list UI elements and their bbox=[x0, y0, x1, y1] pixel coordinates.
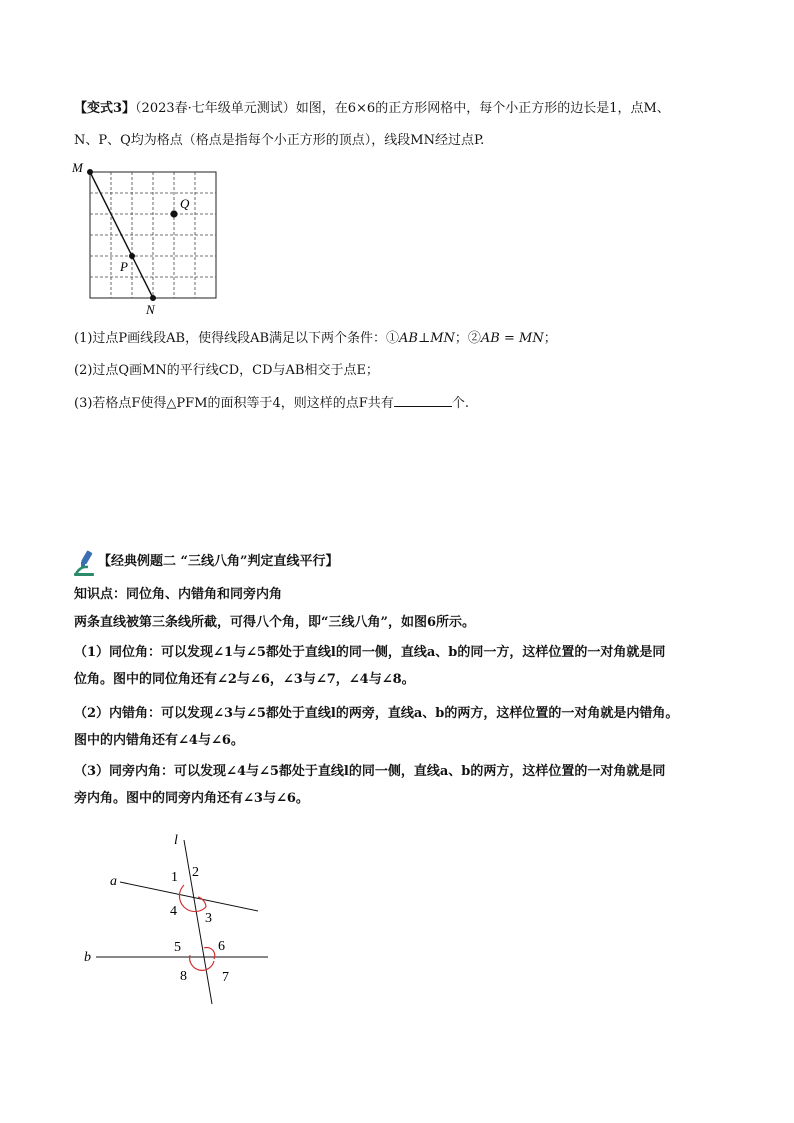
problem-line-2: N、P、Q均为格点（格点是指每个小正方形的顶点），线段MN经过点P. bbox=[74, 133, 485, 148]
question-3-end: 个. bbox=[451, 396, 469, 411]
section-title: 【经典例题二 “三线八角”判定直线平行】 bbox=[98, 554, 339, 569]
problem-source: （2023春·七年级单元测试） bbox=[135, 101, 296, 116]
answer-blank[interactable] bbox=[394, 394, 452, 407]
line-l-label: l bbox=[174, 833, 178, 848]
paragraph-3-line-1: （3）同旁内角：可以发现∠4与∠5都处于直线l的同一侧，直线a、b的两方，这样位置的一对角就是同 bbox=[74, 764, 666, 779]
angle-6-label: 6 bbox=[218, 939, 225, 954]
knowledge-point: 知识点：同位角、内错角和同旁内角 bbox=[74, 587, 283, 602]
paragraph-2-line-1: （2）内错角：可以发现∠3与∠5都处于直线l的两旁，直线a、b的两方，这样位置的一对角就是内错角。 bbox=[74, 706, 679, 721]
question-1-text: (1)过点P画线段AB，使得线段AB满足以下两个条件：① bbox=[74, 331, 400, 346]
label-n: N bbox=[146, 302, 155, 317]
variant-tag: 【变式3】 bbox=[74, 101, 136, 116]
question-3 bbox=[74, 394, 469, 413]
point-p bbox=[129, 253, 135, 259]
paragraph-1-line-2: 位角。图中的同位角还有∠2与∠6，∠3与∠7，∠4与∠8。 bbox=[74, 672, 415, 687]
question-1-condition-2: AB = MN bbox=[480, 331, 544, 346]
question-1-end: ； bbox=[543, 331, 557, 346]
paragraph-1-line-1: （1）同位角：可以发现∠1与∠5都处于直线l的同一侧，直线a、b的同一方，这样位置的一对角就是同 bbox=[74, 645, 666, 660]
question-2: (2)过点Q画MN的平行线CD，CD与AB相交于点E； bbox=[74, 363, 379, 378]
paragraph-3-line-2: 旁内角。图中的同旁内角还有∠3与∠6。 bbox=[74, 791, 309, 806]
microscope-icon bbox=[72, 549, 100, 577]
point-n bbox=[150, 295, 156, 301]
question-3-text: (3)若格点F使得△PFM的面积等于4，则这样的点F共有 bbox=[74, 396, 394, 411]
angle-5-label: 5 bbox=[174, 940, 181, 955]
angles-diagram bbox=[80, 828, 280, 1008]
question-1-sep: ；② bbox=[454, 331, 481, 346]
point-m bbox=[87, 169, 93, 175]
problem-line-1 bbox=[74, 100, 670, 118]
question-1-condition-1: AB⊥MN bbox=[399, 331, 455, 346]
paragraph-2-line-2: 图中的内错角还有∠4与∠6。 bbox=[74, 733, 244, 748]
angle-3-label: 3 bbox=[205, 911, 212, 926]
point-q bbox=[170, 210, 177, 217]
segment-mn bbox=[90, 172, 153, 298]
label-m: M bbox=[72, 160, 83, 175]
grid-lines bbox=[90, 172, 216, 298]
line-a bbox=[120, 882, 258, 911]
angle-8-label: 8 bbox=[180, 969, 187, 984]
grid-figure bbox=[68, 158, 238, 322]
line-a-label: a bbox=[110, 874, 117, 889]
label-p: P bbox=[120, 259, 128, 274]
angle-4-label: 4 bbox=[170, 904, 177, 919]
section-intro: 两条直线被第三条线所截，可得八个角，即“三线八角”，如图6所示。 bbox=[74, 615, 476, 630]
line-b-label: b bbox=[84, 950, 91, 965]
angle-1-label: 1 bbox=[171, 870, 178, 885]
angle-7-label: 7 bbox=[222, 970, 229, 985]
problem-text-1: 如图，在6×6的正方形网格中，每个小正方形的边长是1，点M、 bbox=[295, 101, 670, 116]
question-1 bbox=[74, 330, 557, 348]
angle-2-label: 2 bbox=[192, 865, 199, 880]
label-q: Q bbox=[180, 196, 190, 211]
